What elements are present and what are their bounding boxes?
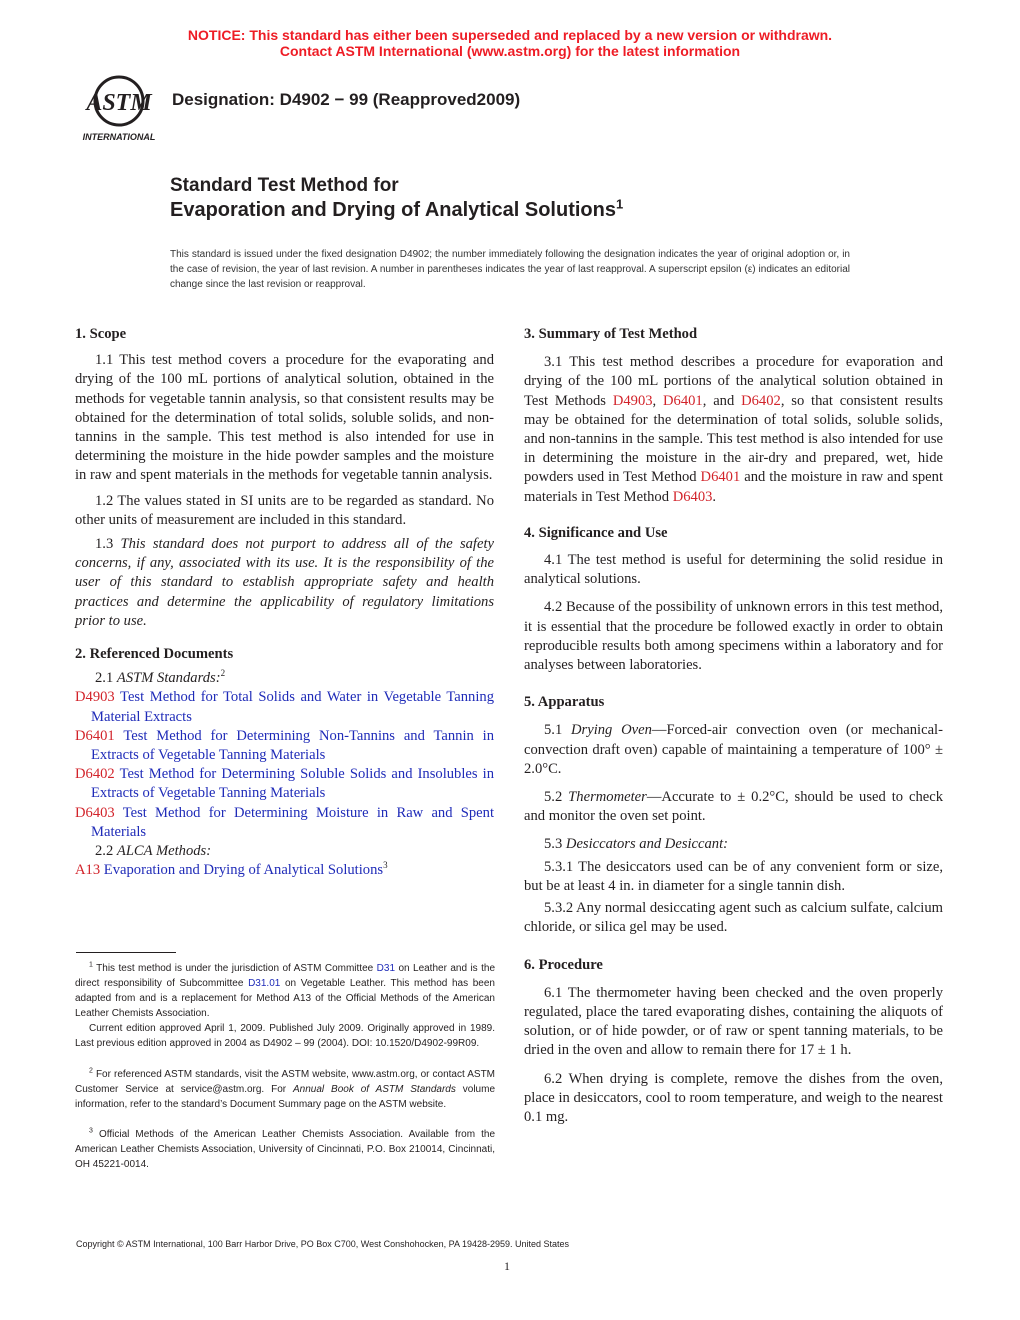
para-5-3-2: 5.3.2 Any normal desiccating agent such as calcium sulfate, calcium chloride, or silica gel may be used. [524,900,943,936]
para-3-1-and: and [713,392,735,409]
ref-code[interactable]: D6402 [75,766,115,783]
fn2-sup: 2 [89,1067,93,1075]
para-5-1-term: Drying Oven [571,722,652,739]
logo-letters: ASTM [86,90,152,116]
fn1-link-d31[interactable]: D31 [376,963,396,974]
fn2-text-b: volume information, refer to the standard’s Document Summary page on the ASTM website. [75,1084,496,1110]
apparatus-heading: 5. Apparatus [524,694,605,711]
para-4-2: 4.2 Because of the possibility of unknown errors in this test method, it is essential that the procedure be followed exactly in order to obtain reproducible results both among specimens within a laboratory and for analyses between laboratories. [524,599,943,674]
para-2-2-text: ALCA Methods: [116,843,212,860]
left-column [75,325,494,880]
fn1-text-b: on Leather and is the direct responsibility of Subcommittee [75,963,496,989]
para-5-2-text: —Accurate to ± 0.2°C, should be used to check and monitor the oven set point. [524,789,943,825]
footnote-3 [75,1127,495,1172]
para-5-1 [524,721,943,779]
logo-org: INTERNATIONAL [82,132,156,142]
para-1-3-num: 1.3 [95,536,114,553]
para-2-1 [75,669,494,688]
footnote-1 [75,961,495,1051]
para-5-2 [524,788,943,826]
ref-code[interactable]: D6403 [75,804,115,821]
fn1-link-d3101[interactable]: D31.01 [248,978,281,989]
title-text: Evaporation and Drying of Analytical Solutions [170,199,616,221]
para-5-2-num: 5.2 [544,789,563,806]
notice-line-2: Contact ASTM International (www.astm.org) for the latest information [279,43,741,59]
significance-heading: 4. Significance and Use [524,524,668,541]
ref-code[interactable]: A13 [75,862,101,879]
para-3-1-a: 3.1 This test method describes a procedure for evaporation and drying of the 100 mL portions of the analytical solution obtained in Test Methods [524,354,943,409]
fn3-sup: 3 [89,1127,93,1135]
fn2-text-a: For referenced ASTM standards, visit the ASTM website, www.astm.org, or contact ASTM Customer Service at service@astm.org. For [75,1069,496,1095]
para-5-1-num: 5.1 [544,722,563,739]
para-5-1-text: —Forced-air convection oven (or mechanical-convection draft oven) capable of maintaining a temperature of 100° ± 2.0°C. [524,722,943,777]
scope-heading: 1. Scope [75,326,127,342]
para-2-2-num: 2.2 [95,843,114,860]
ref-a13-sup[interactable]: 3 [383,860,388,871]
fn1-text-c: on Vegetable Leather. This method has been adapted from and is a replacement for Method A13 of the Official Methods of the American Leather Chemists Association. [75,978,495,1019]
footnote-2 [75,1067,495,1112]
procedure-heading: 6. Procedure [524,957,603,974]
para-2-1-sup[interactable]: 2 [220,668,226,679]
para-5-3 [524,835,943,854]
link-d6403[interactable]: D6403 [672,488,713,505]
ref-title[interactable]: Test Method for Total Solids and Water in Vegetable Tanning Material Extracts [91,689,494,725]
ref-d6401[interactable] [75,727,494,765]
designation: Designation: D4902 − 99 (Reapproved2009) [172,90,521,109]
notice-line-1: NOTICE: This standard has either been superseded and replaced by a new version or withdrawn. [187,27,833,43]
para-2-1-num: 2.1 [95,670,114,687]
fn1-text-a: This test method is under the jurisdiction of ASTM Committee [96,963,374,974]
para-5-3-term: Desiccators and Desiccant: [565,836,729,853]
astm-logo-icon [76,74,162,144]
link-d4903[interactable]: D4903 [612,392,653,409]
ref-title[interactable]: Test Method for Determining Non-Tannins and Tannin in Extracts of Vegetable Tanning Materials [91,727,494,764]
para-3-1-c: and the moisture in raw and spent materials in Test Method [524,469,943,505]
ref-code[interactable]: D4903 [75,689,115,706]
para-5-3-1: 5.3.1 The desiccators used can be of any convenient form or size, but be at least 4 in. in diameter for a single tannin dish. [524,858,943,894]
para-4-1: 4.1 The test method is useful for determining the solid residue in analytical solutions. [524,552,943,588]
ref-code[interactable]: D6401 [75,727,115,744]
ref-title[interactable]: Test Method for Determining Moisture in Raw and Spent Materials [91,804,494,840]
fn2-italic: Annual Book of ASTM Standards [293,1084,456,1095]
ref-d4903[interactable] [75,688,494,726]
refdocs-heading: 2. Referenced Documents [75,646,234,663]
astm-logo [76,74,162,144]
para-1-3 [75,535,494,631]
right-column [524,325,943,1127]
ref-d6403[interactable] [75,804,494,842]
fn3-text: Official Methods of the American Leather Chemists Association. Available from the American Leather Chemists Association, University of Cincinnati, P.O. Box 210014, Cincinnati, OH 45221-0014. [75,1129,496,1170]
footnote-rule [76,952,176,953]
para-6-2: 6.2 When drying is complete, remove the dishes from the oven, place in desiccators, cool to room temperature, and weigh to the nearest 0.1 mg. [524,1070,943,1125]
para-1-1: 1.1 This test method covers a procedure for the evaporating and drying of the 100 mL portions of analytical solution, obtained in the methods for vegetable tannin analysis, so that consistent results may be obtained for the determination of total solids, soluble solids, and non-tannins in the sample. This test method is also intended for use in determining the moisture in the hide powder samples and the moisture in raw and spent materials in the methods for vegetable tannin analysis. [75,352,494,484]
title-line-2 [170,196,624,222]
title-line-1: Standard Test Method for [170,175,399,196]
link-d6401[interactable]: D6401 [663,392,703,409]
ref-title[interactable]: Evaporation and Drying of Analytical Solutions [103,862,384,879]
para-3-1-b: so that consistent results may be obtained for the determination of total solids, soluble solids, and non-tannins in the sample. This test method is also intended for use in determining the moisture in the air-dry and prepared, wet, hide powders used in Test Method [524,392,944,486]
ref-a13[interactable] [75,861,494,880]
para-2-1-text: ASTM Standards: [116,670,221,687]
issued-note: This standard is issued under the fixed designation D4902; the number immediately following the designation indicates the year of original adoption or, in the case of revision, the year of last revision. A number in parentheses indicates the year of last reapproval. A superscript epsilon (ε) indicates an editorial change since the last revision or reapproval. [170,249,850,290]
ref-d6402[interactable] [75,765,494,803]
fn1-sup: 1 [89,961,93,969]
para-5-3-num: 5.3 [544,836,563,853]
page-number: 1 [504,1259,510,1273]
para-2-2 [75,842,494,861]
link-d6402[interactable]: D6402 [741,392,781,409]
para-5-2-term: Thermometer [568,789,647,806]
ref-title[interactable]: Test Method for Determining Soluble Solids and Insolubles in Extracts of Vegetable Tanning Materials [91,766,494,802]
para-1-3-text: This standard does not purport to address all of the safety concerns, if any, associated with its use. It is the responsibility of the user of this standard to establish appropriate safety and health practices and determine the applicability of regulatory limitations prior to use. [75,536,494,629]
withdrawal-notice [0,27,1020,59]
copyright: Copyright © ASTM International, 100 Barr Harbor Drive, PO Box C700, West Conshohocken, PA 19428-2959. United States [76,1239,570,1249]
summary-heading: 3. Summary of Test Method [524,326,698,342]
title-footnote-ref[interactable]: 1 [615,196,624,212]
para-3-1: 3.1 This test method describes a procedure for evaporation and drying of the 100 mL portions of the analytical solution obtained in Test Methods D4903, D6401, and D6402, so that consistent results may be obtained for the determination of total solids, soluble solids, and non-tannins in the sample. This test method is also intended for use in determining the moisture in the air-dry and prepared, wet, hide powders used in Test Method D6401 and the moisture in raw and spent materials in Test Method D6403. [524,354,944,505]
link-d6401-b[interactable]: D6401 [700,469,741,486]
fn1-current-edition: Current edition approved April 1, 2009. Published July 2009. Originally approved in 1989. Last previous edition approved in 2004 as D4902 – 99 (2004). DOI: 10.1520/D4902-99R09. [75,1023,495,1049]
para-6-1: 6.1 The thermometer having been checked and the oven properly regulated, place the tared evaporating dishes, containing the aliquots of solution, or of hide powder, or of raw or spent tanning materials, to be dried in the oven and allow to remain there for 17 ± 1 h. [524,984,943,1059]
para-1-2: 1.2 The values stated in SI units are to be regarded as standard. No other units of measurement are included in this standard. [75,492,494,528]
